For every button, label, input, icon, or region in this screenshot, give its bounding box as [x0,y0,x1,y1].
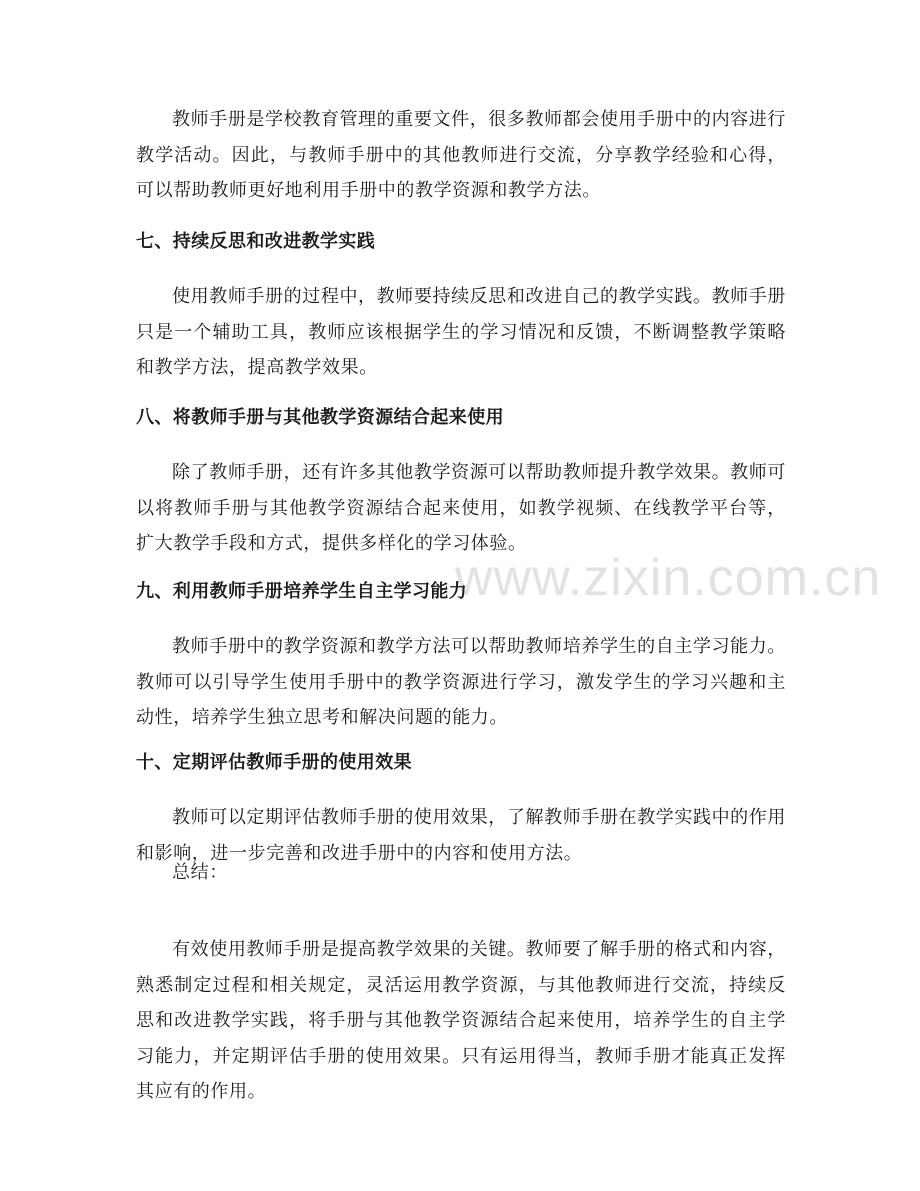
section-heading-8: 八、将教师手册与其他教学资源结合起来使用 [136,407,504,428]
section-heading-7: 七、持续反思和改进教学实践 [136,231,376,252]
section-body-10: 教师可以定期评估教师手册的使用效果，了解教师手册在教学实践中的作用和影响，进一步完善和改进手册中的内容和使用方法。 [136,807,786,864]
section-body-8: 除了教师手册，还有许多其他教学资源可以帮助教师提升教学效果。教师可以将教师手册与其他教学资源结合起来使用，如教学视频、在线教学平台等，扩大教学手段和方式，提供多样化的学习体验。 [136,462,786,554]
summary-label: 总结： [172,862,228,883]
watermark: www.zixin.com.cn [455,549,882,607]
summary-paragraph: 有效使用教师手册是提高教学效果的关键。教师要了解手册的格式和内容，熟悉制定过程和相关规定，灵活运用教学资源，与其他教师进行交流，持续反思和改进教学实践，将手册与其他教学资源结合起来使用，培养学生的自主学习能力，并定期评估手册的使用效果。只有运用得当，教师手册才能真正发挥其应有的作用。 [136,939,786,1102]
section-body-9: 教师手册中的教学资源和教学方法可以帮助教师培养学生的自主学习能力。教师可以引导学生使用手册中的教学资源进行学习，激发学生的学习兴趣和主动性，培养学生独立思考和解决问题的能力。 [136,636,786,728]
section-heading-10: 十、定期评估教师手册的使用效果 [136,752,412,773]
section-body-7: 使用教师手册的过程中，教师要持续反思和改进自己的教学实践。教师手册只是一个辅助工具，教师应该根据学生的学习情况和反馈，不断调整教学策略和教学方法，提高教学效果。 [136,286,786,378]
intro-paragraph: 教师手册是学校教育管理的重要文件，很多教师都会使用手册中的内容进行教学活动。因此，与教师手册中的其他教师进行交流，分享教学经验和心得，可以帮助教师更好地利用手册中的教学资源和教学方法。 [136,109,786,201]
section-heading-9: 九、利用教师手册培养学生自主学习能力 [136,581,468,602]
